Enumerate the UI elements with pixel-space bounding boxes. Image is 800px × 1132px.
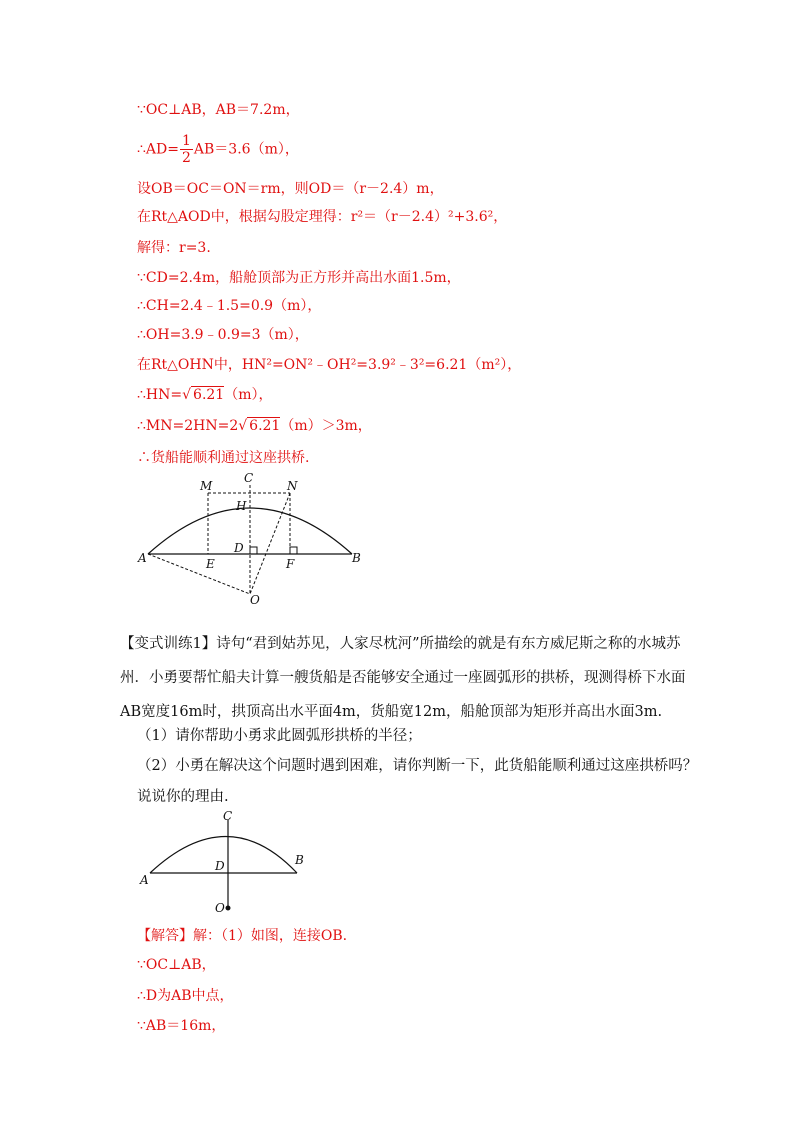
fraction-denominator: 2	[181, 150, 191, 166]
solution-line-10-post: （m），	[224, 387, 273, 403]
fraction-numerator: 1	[181, 133, 191, 149]
solution-line-5: 解得：r=3.	[137, 240, 211, 256]
label-a: A	[138, 551, 147, 565]
right-angle-d	[250, 547, 257, 554]
right-angle-f	[290, 547, 297, 554]
solution-line-2-post: AB＝3.6（m），	[193, 141, 299, 158]
solution-line-2	[137, 133, 299, 166]
fraction-half	[180, 133, 193, 166]
center-point-o	[226, 906, 231, 911]
question-1: （1）请你帮助小勇求此圆弧形拱桥的半径；	[137, 728, 422, 744]
solution-line-8: ∴OH=3.9﹣0.9=3（m），	[137, 327, 309, 343]
solution-line-9: 在Rt△OHN中，HN²=ON²﹣OH²=3.9²﹣3²=6.21（m²），	[137, 357, 522, 373]
answer-line-4: ∵AB＝16m，	[137, 1018, 226, 1034]
label-h: H	[236, 499, 247, 513]
label-c: C	[244, 471, 254, 485]
label-c-2: C	[223, 809, 233, 823]
question-2-continued: 说说你的理由.	[137, 789, 229, 805]
answer-line-3: ∴D为AB中点，	[137, 988, 234, 1004]
solution-line-4: 在Rt△AOD中，根据勾股定理得：r²＝（r－2.4）²+3.6²，	[137, 209, 508, 225]
label-b-2: B	[295, 853, 304, 867]
label-b: B	[352, 551, 361, 565]
solution-line-6: ∵CD=2.4m，船舱顶部为正方形并高出水面1.5m，	[137, 270, 461, 286]
radicand-mn: 6.21	[249, 418, 281, 434]
solution-line-11: ∴MN=2HN=2√ 6.21（m）＞3m，	[137, 418, 372, 434]
radicand-hn: 6.21	[193, 387, 225, 403]
label-d-2: D	[215, 859, 225, 873]
solution-line-2-pre: ∴AD=	[137, 141, 179, 158]
label-d: D	[234, 541, 244, 555]
answer-line-2: ∵OC⊥AB，	[137, 957, 216, 973]
question-2: （2）小勇在解决这个问题时遇到困难，请你判断一下，此货船能顺利通过这座拱桥吗？	[137, 758, 698, 774]
solution-line-10-pre: ∴HN=	[137, 387, 183, 403]
solution-line-1: ∵OC⊥AB，AB＝7.2m，	[137, 102, 300, 118]
problem-line-3: AB宽度16m时，拱顶高出水平面4m，货船宽12m，船舱顶部为矩形并高出水面3m.	[120, 704, 663, 720]
problem-line-1	[120, 627, 700, 661]
problem-line-2: 州．小勇要帮忙船夫计算一艘货船是否能够安全通过一座圆弧形的拱桥，现测得桥下水面	[120, 670, 686, 686]
arch-figure-1	[130, 468, 370, 608]
answer-line-1	[137, 926, 347, 946]
solution-line-11-pre: ∴MN=2HN=2	[137, 418, 239, 434]
label-e: E	[206, 557, 215, 571]
solution-line-11-post: （m）＞3m，	[280, 418, 372, 434]
problem-paragraph	[120, 627, 700, 729]
label-o-2: O	[215, 901, 225, 915]
label-f: F	[286, 557, 295, 571]
label-a-2: A	[140, 873, 149, 887]
solution-line-10: ∴HN=√ 6.21（m），	[137, 387, 273, 403]
segment-ao	[148, 554, 250, 594]
answer-tag: 【解答】	[137, 928, 193, 944]
label-o: O	[250, 593, 260, 607]
problem-heading: 【变式训练1】	[120, 636, 217, 652]
arch-figure-2	[135, 808, 315, 916]
solution-line-3: 设OB＝OC＝ON＝rm，则OD＝（r－2.4）m，	[137, 181, 444, 197]
solution-line-12: ∴货船能顺利通过这座拱桥.	[137, 450, 310, 466]
answer-text-1: 解：（1）如图，连接OB.	[193, 928, 348, 944]
problem-text-1: 诗句“君到姑苏见，人家尽枕河”所描绘的就是有东方威尼斯之称的水城苏	[216, 636, 681, 652]
label-n: N	[287, 479, 298, 493]
solution-line-7: ∴CH=2.4﹣1.5=0.9（m），	[137, 298, 322, 314]
label-m: M	[200, 479, 213, 493]
